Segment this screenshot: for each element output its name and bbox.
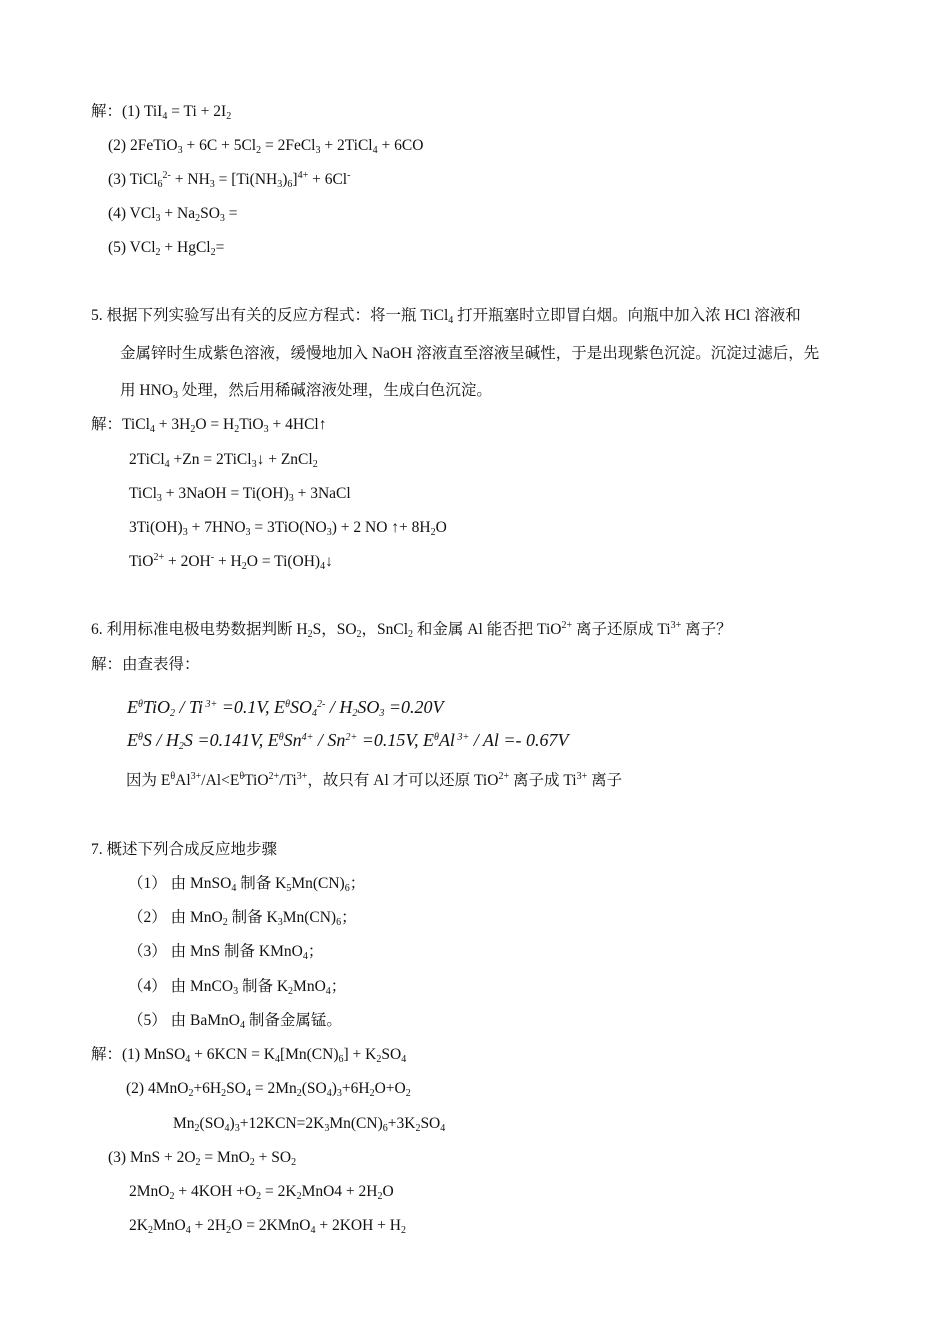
question-7-item-1: （1） 由 MnSO$_4$ 制备 $K_5Mn(CN)_6$； <box>128 875 366 894</box>
answer-5-line-2: 2TiCl$_4$ +Zn = 2TiCl$_3$↓ + ZnCl$_2$ <box>129 451 318 470</box>
answer-7-line-1: 解：(1) MnSO$_4$ + $6KCN = K_4[Mn(CN)_6] + K_2SO_4$ <box>91 1046 407 1065</box>
answer-4-line-4: (4) $VCl_3 + Na_2SO_3$ = <box>108 205 238 224</box>
answer-6-intro: 解：由查表得： <box>91 656 200 673</box>
answer-5-line-3: TiCl$_3$ + 3NaOH = $Ti(OH)_3$ + 3NaCl <box>129 485 351 504</box>
question-6: 6. 利用标准电极电势数据判断 $H_2S$，$SO_2$，SnCl$_2$ 和金属 Al 能否把 TiO$^{2+}$ 离子还原成 $Ti^{3+}$ 离子？ <box>91 620 732 640</box>
potential-equation-1: $E^\theta TiO_2$ / Ti $^{3+}$ =0.1V, $E^\theta SO_4^{2-} / H_2SO_3 =0.20V$ <box>127 697 444 719</box>
answer-4-line-1: 解：(1) $TiI_4 = Ti + 2I_2$ <box>91 103 232 122</box>
answer-4-line-5: (5) VCl$_2$ + HgCl$_2$= <box>108 239 225 258</box>
answer-5-line-5: $TiO^{2+} + 2OH^- + H_2O$ = $Ti(OH)_4↓$ <box>129 552 333 572</box>
question-7-item-2: （2） 由 MnO$_2$ 制备 $K_3Mn(CN)_6$； <box>128 909 357 928</box>
answer-7-line-4: (3) MnS + $2O_2 = MnO_2 + SO_2$ <box>108 1149 297 1168</box>
answer-7-line-2: (2) $4MnO_2+6H_2SO_4 = 2Mn_2(SO_4)_3+6H_2O+O_2$ <box>126 1080 411 1099</box>
question-7-item-3: （3） 由 MnS 制备 KMnO$_4$； <box>128 943 324 962</box>
question-7: 7. 概述下列合成反应地步骤 <box>91 841 278 858</box>
answer-6-conclusion: 因为 $E^\theta Al^{3+}/Al<E^\theta TiO^{2+}/Ti^{3+}$，故只有 Al 才可以还原 TiO$^{2+}$ 离子成 $Ti^{3+}$ 离子 <box>126 771 623 789</box>
question-5-line-1: 5. 根据下列实验写出有关的反应方程式：将一瓶 TiCl$_4$ 打开瓶塞时立即冒白烟。向瓶中加入浓 HCl 溶液和 <box>91 307 801 326</box>
answer-5-line-1: 解：TiCl$_4$ + $3H_2O = H_2TiO_3$ + 4HCl↑ <box>91 416 327 435</box>
question-5-line-2: 金属锌时生成紫色溶液，缓慢地加入 NaOH 溶液直至溶液呈碱性，于是出现紫色沉淀。沉淀过滤后，先 <box>120 345 820 362</box>
question-5-line-3: 用 $HNO_3$ 处理，然后用稀碱溶液处理，生成白色沉淀。 <box>120 382 492 401</box>
answer-7-line-6: $2K_2MnO_4 + 2H_2O$ = 2KMnO$_4$ + $2KOH + H_2$ <box>129 1217 406 1236</box>
question-7-item-5: （5） 由 BaMnO$_4$ 制备金属锰。 <box>128 1012 342 1031</box>
potential-equation-2: $E^\theta S / H_2S =0.141V$, $E^\theta Sn^{4+} / Sn^{2+} =0.15V$, $E^\theta Al$ $^{3+}$ / Al =- 0.67V <box>127 730 569 752</box>
answer-5-line-4: $3Ti(OH)_3 + 7HNO_3 = 3TiO(NO_3) + 2$ NO ↑+ $8H_2O$ <box>129 519 447 538</box>
question-7-item-4: （4） 由 MnCO$_3$ 制备 $K_2MnO_4$； <box>128 978 347 997</box>
answer-7-line-5: $2MnO_2 + 4KOH +O_2 = 2K_2MnO4 + 2H_2O$ <box>129 1183 394 1202</box>
answer-4-line-3: (3) TiCl$_6^{2-}$ + $NH_3 = [Ti(NH_3)_6]^{4+} + 6Cl^-$ <box>108 170 351 190</box>
answer-4-line-2: (2) 2FeTiO$_3$ + $6C + 5Cl_2$ = 2FeCl$_3$ + 2TiCl$_4$ + 6CO <box>108 137 424 156</box>
answer-7-line-3: $Mn_2(SO_4)_3+12KCN=2K_3Mn(CN)_6+3K_2SO_4$ <box>173 1115 446 1134</box>
